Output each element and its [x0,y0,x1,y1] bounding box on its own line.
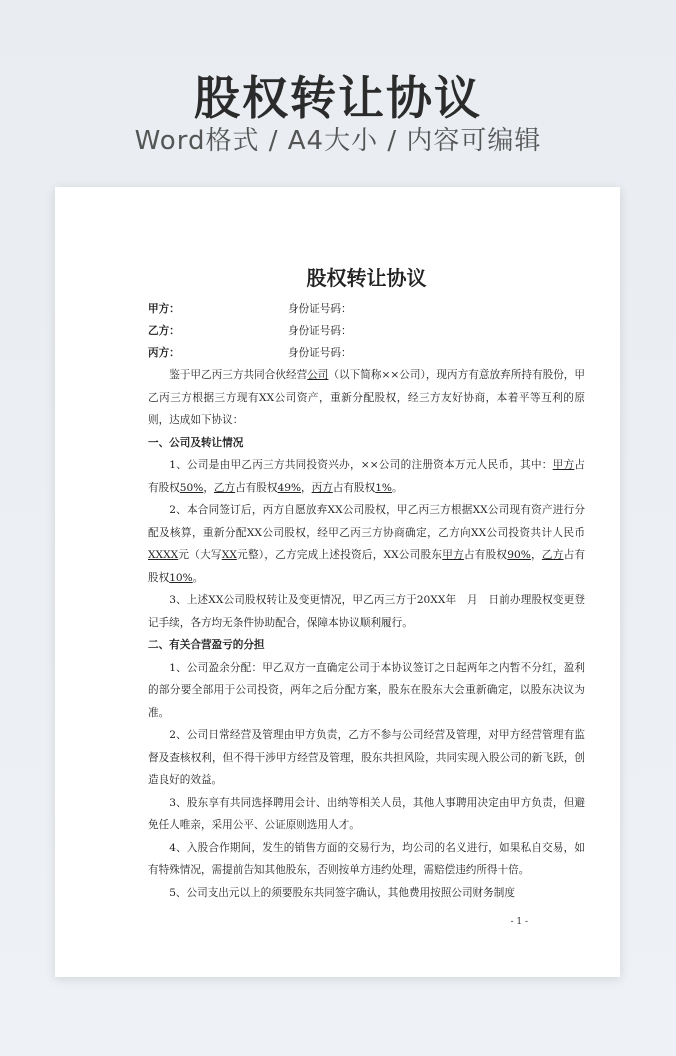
section2-paragraph-3: 3、股东享有共同选择聘用会计、出纳等相关人员，其他人事聘用决定由甲方负责，但避免任人唯亲，采用公平、公证原则选用人才。 [148,796,585,831]
text-run-underlined: 1% [375,481,392,494]
text-run-underlined: 49% [277,481,302,494]
page-number: - 1 - [510,917,528,927]
section1-paragraph-1 [148,454,585,499]
section2-paragraph-4: 4、入股合作期间，发生的销售方面的交易行为，均公司的名义进行，如果私自交易，如有特殊情况，需提前告知其他股东，否则按单方违约处理，需赔偿违约所得十倍。 [148,841,585,876]
text-run: 占有股权 [463,549,508,561]
text-run: ， [530,549,542,561]
document-page [55,187,620,977]
text-run: 占有股权 [148,549,586,584]
text-run-underlined: 公司 [307,369,329,381]
text-run-underlined: 乙方 [541,549,564,561]
text-run-underlined: 10% [169,571,193,584]
text-run: 1、公司是由甲乙丙三方共同投资兴办，××公司的注册资本万元人民币，其中： [169,459,553,471]
section2-paragraph-2: 2、公司日常经营及管理由甲方负责，乙方不参与公司经营及管理，对甲方经营管理有监督及查核权利，但不得干涉甲方经营及管理，股东共担风险，共同实现入股公司的新飞跃，创造良好的效益。 [148,729,585,786]
text-run-underlined: 甲方 [442,549,464,561]
text-run-underlined: 90% [507,549,531,561]
text-run: 鉴于甲乙丙三方共同合伙经营 [169,369,308,381]
section2-paragraph-5: 5、公司支出元以上的须要股东共同签字确认，其他费用按照公司财务制度 [169,886,515,899]
section1-paragraph-2 [148,499,585,589]
banner-subtitle: Word格式 / A4大小 / 内容可编辑 [134,126,542,156]
text-run: 元整），乙方完成上述投资后，XX公司股东 [236,549,443,561]
party-label: 乙方： [148,325,180,337]
text-run: 。 [192,571,204,584]
party-id-label: 身份证号码： [288,303,352,315]
banner-title: 股权转让协议 [194,71,482,125]
section-heading-1: 一、公司及转让情况 [148,436,244,449]
text-run: 占有股权 [235,481,278,494]
party-label: 甲方： [148,303,180,315]
intro-paragraph [148,364,585,432]
text-run-underlined: 乙方 [213,481,236,494]
text-run: ， [203,481,214,494]
text-run-underlined: 丙方 [311,481,333,494]
text-run: 元（大写 [178,549,222,561]
text-run: 。 [392,481,403,494]
document-body [148,262,585,904]
section1-paragraph-3: 3、上述XX公司股权转让及变更情况，甲乙丙三方于20XX年 月 日前办理股权变更登记手续，各方均无条件协助配合，保障本协议顺利履行。 [148,594,585,629]
party-row-a [148,298,585,320]
text-run: （以下简称××公司），现丙方有意放弃所持有股份，甲乙丙三方根据三方现有XX公司资产，重新分配股权，经三方友好协商，本着平等互利的原则，达成如下协议： [148,369,586,426]
text-run: 2、本合同签订后，丙方自愿放弃XX公司股权，甲乙丙三方根据XX公司现有资产进行分配及核算，重新分配XX公司股权，经甲乙丙三方协商确定，乙方向XX公司投资共计人民币 [148,504,585,539]
section2-paragraph-1: 1、公司盈余分配：甲乙双方一直确定公司于本协议签订之日起两年之内暂不分红，盈利的部分要全部用于公司投资，两年之后分配方案，股东在股东大会重新确定，以股东决议为准。 [148,661,585,719]
text-run: 占有股权 [148,459,585,494]
text-run-underlined: XX [221,549,237,561]
text-run-underlined: 50% [179,481,204,494]
party-label: 丙方： [148,347,180,359]
text-run-underlined: 甲方 [552,459,575,471]
party-id-label: 身份证号码： [288,347,352,359]
text-run: 占有股权 [332,481,376,494]
party-row-c [148,342,585,364]
section-heading-2: 二、有关合营盈亏的分担 [148,639,265,651]
document-title: 股权转让协议 [306,266,427,290]
party-row-b [148,320,585,342]
text-run-underlined: XXXX [148,549,179,561]
party-id-label: 身份证号码： [288,325,352,337]
text-run: ， [301,481,312,494]
